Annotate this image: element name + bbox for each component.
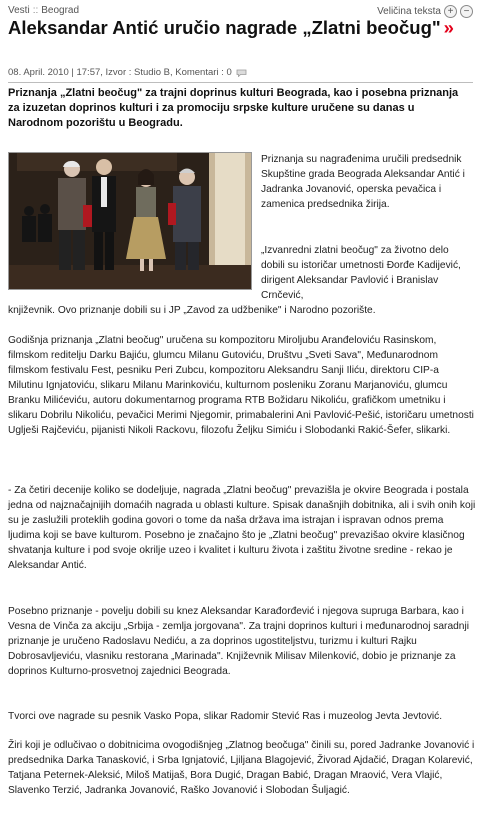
title-arrow-icon[interactable]: »	[443, 17, 454, 38]
article-paragraph-7: Žiri koji je odlučivao o dobitnicima ovogodišnjeg „Zlatnog beočuga" činili su, pored Jadranke Jovanović i predsednika Darka Tanasković, i Srba Ignjatović, Ljiljana Blagojević, Živorad Ajdačić, Dragan Kolarević, Tatjana Peternek-Aleksić, Miloš Matijaš, Bora Dugić, Dragan Babić, Dragan Mraović, Vera Vlajić, Slavenko Terzić, Jadranka Jovanović, Raško Jovanović i Slobodan Šuljagić.	[8, 740, 475, 796]
plus-circle-icon[interactable]: +	[444, 5, 457, 18]
article-paragraph-2-tail: književnik. Ovo priznanje dobili su i JP „Zavod za udžbenike" i Narodno pozorište.	[8, 305, 376, 316]
article-paragraph-1: Priznanja su nagrađenima uručili predsednik Skupštine grada Beograda Aleksandar Antić i Jadranka Jovanović, operska pevačica i zamenica predsednika žirija.	[261, 154, 465, 210]
minus-circle-icon[interactable]: −	[460, 5, 473, 18]
top-bar	[8, 0, 473, 18]
breadcrumb-subsection-link[interactable]: Beograd	[41, 5, 80, 16]
article-meta-text: 08. April. 2010 | 17:57, Izvor : Studio B, Komentari : 0	[8, 67, 232, 78]
article-paragraph-5: Posebno priznanje - povelju dobili su knez Aleksandar Karađorđević i njegova supruga Barbara, kao i Vesna de Vinča za akciju „Srbija - zemlja jorgovana". Za trajni doprinos kulturi i međunarodnoj saradnji priznanje je uručeno Radoslavu Nediću, a za doprinos ugostiteljstvu, turizmu i kulturi Rajku Dobrosavljeviću, vlasniku restorana „Marinada". Književnik Milisav Milenković, dobio je priznanje za doprinos Kulturno-prosvetnoj zajednici Beograda.	[8, 606, 469, 677]
article-paragraph-3: Godišnja priznanja „Zlatni beočug" uručena su kompozitoru Miroljubu Aranđeloviću Rasinskom, filmskom reditelju Darku Bajiću, glumcu Milanu Gutoviću, Društvu „Sveti Sava", Međunarodnom filmskom festivalu Fest, pesniku Peri Zubcu, kompozitoru Aleksandru Sanji Iliću, direktoru CIP-a Milutinu Ignjatoviću, slikaru Milanu Marinkoviću, kulturnom posleniku Zoranu Marjanoviću, glumcu Branku Milićeviću, autoru dokumentarnog programa RTB Božidaru Nikoliću, grafičkom umetniku i slikaru Dobrilu Nikoliću, pevačici Merimi Njegomir, primabalerini Ani Pavlović-Pešić, istoričaru umetnosti Uglješi Rajčeviću, pijanisti Nikoli Rackovu, filozofu Željku Simiću i Slobodanki Rakić-Šefer, slikarki.	[8, 335, 474, 436]
article-paragraph-6: Tvorci ove nagrade su pesnik Vasko Popa, slikar Radomir Stević Ras i muzeolog Jevta Jevtović.	[8, 711, 443, 722]
article-meta	[8, 67, 247, 78]
comment-bubble-icon[interactable]	[236, 69, 247, 77]
breadcrumb-separator: ::	[32, 5, 39, 16]
article-photo[interactable]	[8, 152, 252, 290]
article-title	[8, 18, 468, 38]
article-title-text: Aleksandar Antić uručio nagrade „Zlatni beočug"	[8, 17, 441, 38]
article-paragraph-4: - Za četiri decenije koliko se dodeljuje, nagrada „Zlatni beočug" prevazišla je okvire Beograda i postala jedna od najznačajnijih domaćih nagrada u oblasti kulture. Spisak današnjih dobitnika, ali i svih onih koji su je zaslužili proteklih godina govori o tome da naša država ima istrajan i ispravan odnos prema ljudima koji se bave kulturom. Posebno je značajno što je „Zlatni beočug" prevazišao okvire klasičnog shvatanja kulture i pod svoje okrilje uzeo i kvalitet i kulturu života i zaštitu životne sredine - rekao je Aleksandar Antić.	[8, 485, 476, 571]
text-size-label: Veličina teksta	[377, 6, 441, 17]
breadcrumb	[8, 5, 79, 16]
article-paragraph-2-head: „Izvanredni zlatni beočug" za životno delo dobili su istoričar umetnosti Đorđe Kadijević, dirigent Aleksandar Pavlović i Branislav Crnčević,	[261, 245, 461, 301]
article-lead: Priznanja „Zlatni beočug" za trajni doprinus kulturi Beograda, kao i posebna priznanja za izuzetan doprinos kulturi i za promociju srpske kulture uručene su danas u Narodnom pozorištu u Beogradu.	[8, 87, 459, 129]
breadcrumb-section-link[interactable]: Vesti	[8, 5, 30, 16]
header-divider	[8, 82, 473, 83]
